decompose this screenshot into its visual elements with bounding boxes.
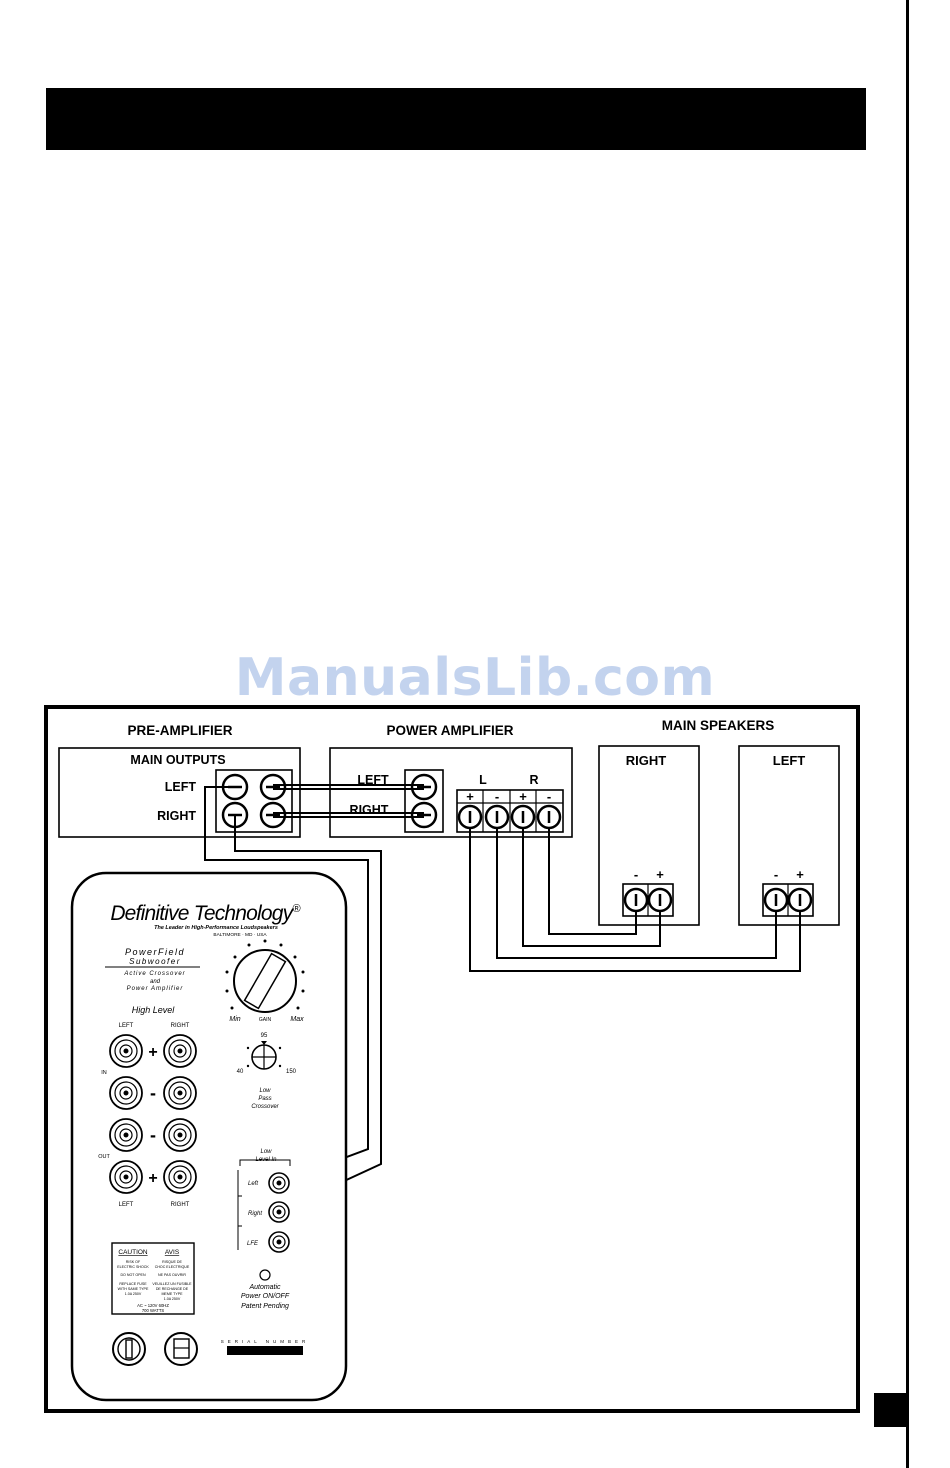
power-left-label: LEFT [357, 773, 389, 787]
low-level-right-jack [269, 1202, 289, 1222]
col-left-bottom: LEFT [118, 1202, 134, 1208]
polarity-4: + [148, 1170, 158, 1187]
svg-text:RISQUE DE: RISQUE DE [162, 1260, 182, 1264]
high-level-left-3 [110, 1119, 142, 1151]
high-level-right-2 [164, 1077, 196, 1109]
crossover-line3: Crossover [251, 1104, 279, 1110]
serial-number-label: SERIAL NUMBER [220, 1339, 310, 1344]
crossover-top-label: 95 [260, 1033, 268, 1039]
right-speaker-label: RIGHT [625, 753, 667, 768]
crossover-high-label: 150 [285, 1069, 297, 1075]
polarity-2: - [150, 1083, 156, 1103]
gain-label: GAIN [258, 1017, 272, 1023]
right-speaker-minus-terminal [625, 889, 647, 911]
high-level-right-4 [164, 1161, 196, 1193]
amp-r-minus-terminal [538, 806, 560, 828]
high-level-left-1 [110, 1035, 142, 1067]
header-bar [46, 88, 866, 150]
brand-name: Definitive Technology® [110, 902, 300, 925]
terminal-polarity-4: - [546, 789, 552, 804]
col-right-bottom: RIGHT [170, 1202, 190, 1208]
svg-text:VEUILLEZ UN FUSIBLE: VEUILLEZ UN FUSIBLE [152, 1282, 192, 1286]
amp-l-minus-terminal [486, 806, 508, 828]
desc-line2: and [149, 979, 161, 985]
svg-text:700 WATTS: 700 WATTS [141, 1308, 165, 1313]
svg-text:ELECTRIC SHOCK: ELECTRIC SHOCK [117, 1265, 149, 1269]
terminal-polarity-1: + [466, 789, 474, 804]
left-speaker-minus: - [773, 867, 779, 882]
svg-text:RISK OF: RISK OF [125, 1260, 141, 1264]
auto-line1: Automatic [249, 1284, 281, 1291]
pre-left-jack-b [261, 775, 285, 799]
caution-label [112, 1243, 194, 1314]
svg-text:AC ~ 120V 60HZ: AC ~ 120V 60HZ [137, 1303, 169, 1308]
pre-right-label: RIGHT [157, 809, 196, 823]
channel-l-label: L [479, 773, 487, 787]
main-speakers [599, 718, 839, 925]
in-label: IN [101, 1070, 107, 1076]
power-inlet-icon [165, 1333, 197, 1365]
location: BALTIMORE · MD · USA [213, 933, 267, 938]
product-line1: PowerField [124, 947, 186, 957]
terminal-polarity-3: + [519, 789, 527, 804]
main-speakers-title: MAIN SPEAKERS [661, 718, 775, 733]
svg-text:CHOC ELECTRIQUE: CHOC ELECTRIQUE [154, 1265, 190, 1269]
serial-number-plate [227, 1346, 303, 1355]
svg-text:1.0A 250V: 1.0A 250V [163, 1297, 181, 1301]
desc-line3: Power Amplifier [126, 986, 184, 992]
auto-line3: Patent Pending [241, 1303, 289, 1310]
svg-text:DE RECHANGE DE: DE RECHANGE DE [155, 1287, 189, 1291]
amp-r-plus-terminal [512, 806, 534, 828]
left-speaker-plus: + [796, 867, 804, 882]
high-level-right-1 [164, 1035, 196, 1067]
col-left-top: LEFT [118, 1023, 134, 1029]
high-level-label: High Level [131, 1005, 175, 1015]
gain-max-label: Max [290, 1016, 304, 1023]
high-level-left-4 [110, 1161, 142, 1193]
svg-text:DO NOT OPEN: DO NOT OPEN [120, 1273, 146, 1277]
fuse-holder-icon [113, 1333, 145, 1365]
right-speaker-minus: - [633, 867, 639, 882]
crossover-line1: Low [259, 1088, 271, 1094]
polarity-1: + [148, 1044, 158, 1061]
left-speaker-label: LEFT [772, 753, 806, 768]
input-lfe-label: LFE [246, 1241, 258, 1247]
out-label: OUT [98, 1154, 110, 1160]
low-level-lfe-jack [269, 1232, 289, 1252]
left-speaker-plus-terminal [789, 889, 811, 911]
power-left-input-jack [412, 775, 436, 799]
page-edge-rule [906, 0, 909, 1468]
low-level-left-jack [269, 1173, 289, 1193]
channel-r-label: R [529, 773, 539, 787]
pre-right-jack-b [261, 803, 285, 827]
svg-text:1.0A 250V: 1.0A 250V [124, 1292, 142, 1296]
desc-line1: Active Crossover [124, 971, 186, 977]
auto-line2: Power ON/OFF [240, 1293, 290, 1300]
low-level-line2: Level In [255, 1157, 277, 1163]
pre-amplifier [59, 723, 300, 837]
svg-text:WITH SAME TYPE: WITH SAME TYPE [117, 1287, 149, 1291]
power-amplifier [330, 723, 572, 837]
amp-l-plus-terminal [459, 806, 481, 828]
power-led [260, 1270, 270, 1280]
tagline: The Leader in High-Performance Loudspeakers [154, 925, 278, 931]
svg-text:REPLACE FUSE: REPLACE FUSE [119, 1282, 147, 1286]
power-right-input-jack [412, 803, 436, 827]
high-level-left-2 [110, 1077, 142, 1109]
polarity-3: - [150, 1125, 156, 1145]
input-left-label: Left [247, 1181, 258, 1187]
subwoofer-panel [72, 873, 346, 1400]
main-outputs-label: MAIN OUTPUTS [130, 753, 226, 767]
pre-amplifier-title: PRE-AMPLIFIER [127, 723, 233, 738]
svg-text:AVIS: AVIS [164, 1249, 180, 1256]
gain-min-label: Min [229, 1016, 241, 1023]
svg-text:CAUTION: CAUTION [118, 1249, 148, 1256]
power-right-label: RIGHT [349, 803, 389, 817]
input-right-label: Right [247, 1211, 262, 1217]
crossover-line2: Pass [258, 1096, 272, 1102]
terminal-polarity-2: - [494, 789, 500, 804]
crossover-low-label: 40 [236, 1069, 244, 1075]
left-speaker-minus-terminal [765, 889, 787, 911]
wiring-diagram [44, 705, 860, 1413]
right-speaker-plus: + [656, 867, 664, 882]
pre-left-label: LEFT [164, 780, 196, 794]
power-amplifier-title: POWER AMPLIFIER [386, 723, 514, 738]
product-line2: Subwoofer [129, 957, 181, 966]
low-level-line1: Low [260, 1149, 272, 1155]
svg-text:MEME TYPE: MEME TYPE [161, 1292, 183, 1296]
right-speaker-plus-terminal [649, 889, 671, 911]
high-level-right-3 [164, 1119, 196, 1151]
col-right-top: RIGHT [170, 1023, 190, 1029]
page-number-tab [874, 1393, 908, 1427]
watermark: ManualsLib.com [234, 648, 716, 708]
svg-text:NE PAS OUVRIR: NE PAS OUVRIR [158, 1273, 186, 1277]
